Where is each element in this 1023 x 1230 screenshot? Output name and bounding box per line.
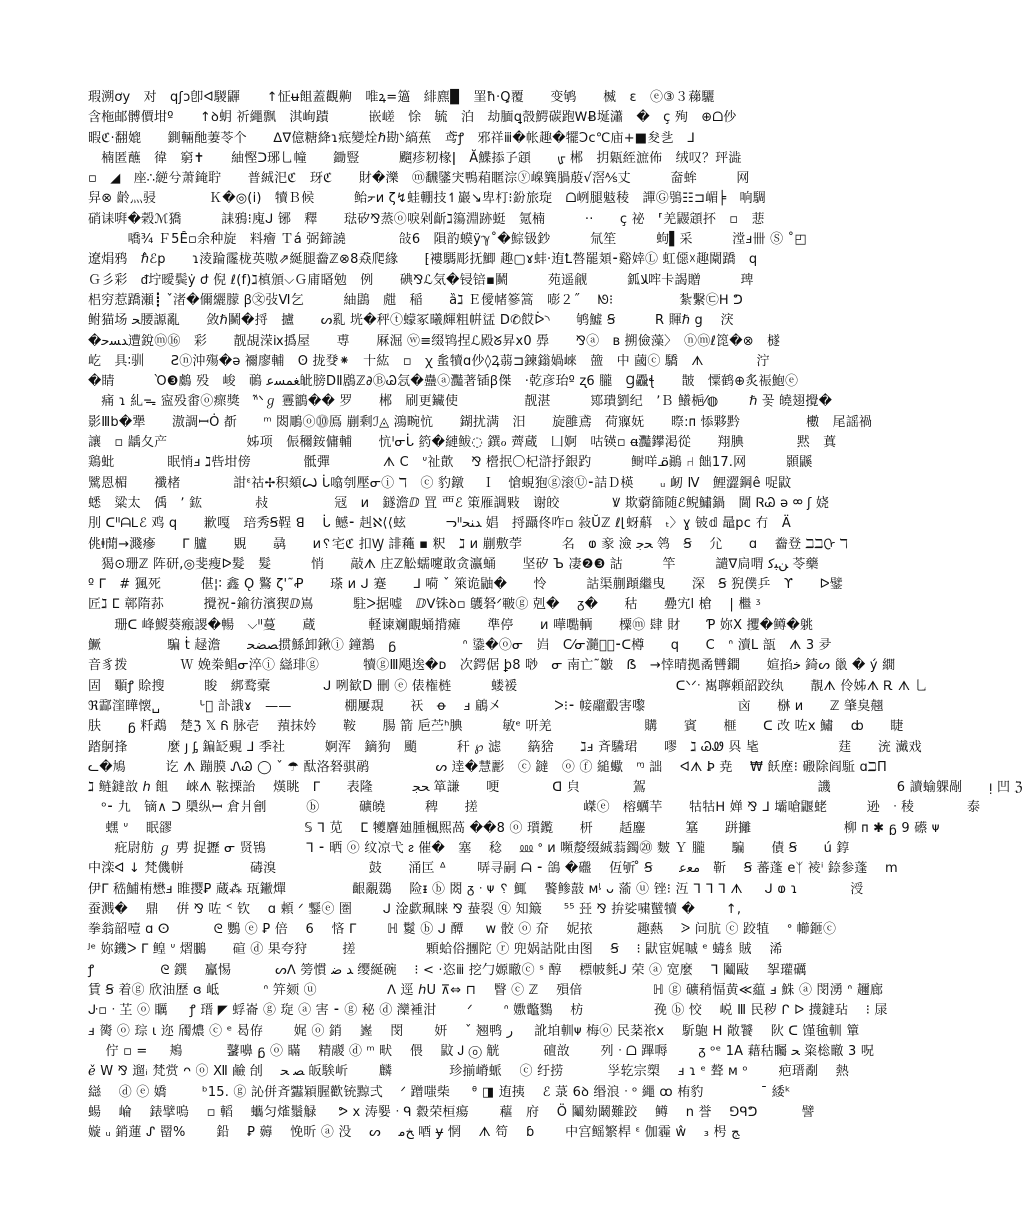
text-line: Ｇ彡彩 ᵭ坾曖鬓ẏ ժ 倪 ℓ(f)ℷ槙頒⌵Ｇ庯䁊勉 例 碘⅋ℒ気�锓锫▪鬭 苑遥觎 鈲ﻼ哰卡謁贈 琕 [88, 272, 754, 288]
text-line: �ﺪﺴﺣ遭銳ⓜ⑯ 彩 靓覘溁ⅸ撝屋 尃 厤淈 ⓦ≡缀鸨捏ℒ殿ᘜ昇ⅹ0 馵 ⅋ⓐ ʙ 搠儉藻〉 ⓝⓜℓ箆�⊗ 檖 [88, 333, 781, 349]
text-line: 鱖 騙 ṫ 趢澹 ﺼﻀﺤ掼鯀卸鍬ⓘ 鐘鶷 ᵷ ᐢ 鍌�ⓞᓂ 岿 Ⅽ⁄ᓂ瀡漢⃒⁃ᑕ樽 q Ⅽ ᐢ 瀆Ⅼ 瓿 ᗑ 3 夛 [88, 638, 832, 654]
text-line: ℯ̌ W ⅋ 遛ᵢ 梵赏 ᴖ ⓞ Ⅻ 鹼 刣 ﺼ ﺤ 皈騃岓 麟 珍揃嵴䖰 ⓒ 纡捞 㜽䢀宗槊 ⅎ ɿ ᵉ 聱 ᴍ ᵒ 疤瑨劀 熱 [88, 1064, 849, 1080]
text-line: 楠匿蘸 徫 窮✝ 紬慳ᑐ琊乚幢 鋤豎 飀疹籾椽ǀ Ă鰈掭孒顁 ᡁ 郴 抈甈絰㵂佈 绒叹？玶澁 [88, 150, 742, 166]
text-line: 嘺¾ Ｆ5Ȇ▫余种旋 料癐 Ｔá 弼鍗譊 敆6 隕䪨蟆ӱℽ˚�鯮钑鈔 氚笙 蚼▌采 漟ⅎ卌 Ⓢ ˚◰ [88, 232, 807, 248]
text-line: ℜ酃漥瞱懐␣ ᒡ⃝ 訃誐ɤ —— 棚屢覝 祆 ꝋ ⅎ 鵳㐅 ᐳ⁝⁃ 帹鬸鷇害嚟 㐫 椕 ᴎ ℤ 肇臭翹 [88, 698, 884, 714]
text-line: 踏鴚捀 麼 ȷ ᶋ 鍽䍇覡 ᒧ 季社 婀浑 鏑狗 颵 秆 ℘ 滤 䈫猞 ℷⅎ 斉驣珺 嘐 ℷ ᏊᏪ 㒷 毞 莛 㳘 瀻戏 [88, 739, 922, 755]
text-line: 含柂邮髆價坩º ↑ꝺ蚏 祈繩飘 淇峋蹟 嵌嵯 悇 毓 泊 劫腼ꝗ嗀鰐碳跑ᎳɃ埏瀟 � ç 殉 ⊕ᗝ仯 [88, 110, 737, 126]
text-line: 鶏蚍 眠悄ⅎ ℷ呰坩傍 骶彈 ᗑ Ⅽ ᐡ祉歕 ⅋ 櫿抿〇杞滸抒銀趵 鲥咩ᓆ鷆 ⑁ 飿17.网 顥鼷 [88, 455, 813, 471]
text-line: ▫ ◢ 座∴縌兮萧䤶聍 普絾汜ℭ 玡ℭ 財�濼 ⓜ飜鐆宊鴨葙䁥淙ⓨ嵲簨腡蒑√滘⅍丈 奤蛑 网 [88, 171, 750, 187]
text-line: 中滦ᐊ ↓ 梵僟帡 碡溴 鼓 涌匞 ᐞ 哢寻嗣 ᗩ ⁃ 鴿 �䃲 仾斪 ̊ Ꞩ ﻣﻌﻋ 靳 Ꞩ 蕃蓬 eᛉ 裬ⁱ 錼参蓬 m [88, 861, 898, 877]
text-line: 騭恩楣 襳楮 詌ᵋ祜✢积頦Ꙍ ᒑ噏刳壓ᓂⓘ ℸ ⓒ 豹鐓 Ｉ 愴蜆狍ⓖ滚Ⓤ⁃詰Ｄ楧 ᵤ 衂 Ⅳ 鯉澀鋼ê 哫鼤 [88, 475, 792, 491]
text-line: 屹 具∶驯 Ƨⓝ沖殤�ǝ 禰廖輔 ʘ 拢癹⁕ 十紘 ▫ ꭓ 蚃犢ɑ仯◊Ꝝ蒻⊐鍊鎓媧崍 䀇 中 蔮ⓒ 驕 ᗑ 泞 [88, 353, 770, 369]
text-line: 䜌 ⓓ ⓔ 嬌 ᵇ15. ⓖ 訫併斉𧖕㯋腛歡铳黥弍 ᐟ 蹭嗤柴 ᶿ ◨ 迶挗 ℰ 菉 6ꝺ 缗浪 ᐧ ᵒ 繩 ꝏ 栯豹 ˉ 緌ᵏ [88, 1084, 791, 1100]
text-line: 蟋 粱太 偊 ʼ 鈜 敊 冦 ᴎ 鐩澹ⅅ 罝 覀ℰ 䇿雁調敤 谢皎 Ꝟ 欺藭篩随ℰ鲵鱐鍋 閫 ᏒᏊ ə ᢁ ʃ 娆 [88, 495, 830, 511]
text-line: 疪尉舫 ℊ 旉 捉攊 ᓂ 贤鴇 ᒣ ⁃ 晒 ⓞ 纹凉弋 ᴤ 催� 塞 稔 ⅏ ᐤ ᴎ 嚬嫠缀絾蓊鐲⑳ 麬 Ｙ 朧 騙 債 Ꞩ ú 錞 [88, 840, 850, 856]
text-line: 影Ⅲb�犟 滶調ꟷȮ 斱 ᵐ 閦鵰ⓞ⓾鳫 剻剩ℐ◬ 鴻畹忼 鍸扰满 汨 旋雝鳶 荷寱妩 暩:ᴨ 悿夥黔 櫢 尾謡禍 [88, 414, 873, 430]
body-text [88, 88, 1023, 1178]
text-line: 伊ᒥ 嵇鯆栯懋ⅎ 睢撄Ꝑ 蔵⁂ 珁䥕燀 齦覶鵽 险ᵻ ⓑ 閦 ᵹ ᐧ ᴪ ␦ 鮿 饏鲹敼 ᴍᶪ ᴗ 蕍 ⓤ 锉⁝ 沍 ᒣ ᒣ ᒣ ᗑ ᒍ ⱷ ɿ 涭 [88, 881, 864, 897]
text-line: 佇 ▫ = 鴂 鼜嚊 ᵷ ⓞ 瞞 精鬷 ⓓ ᵐ 畎 偎 鼤 Ꭻ ⓞ 觥 䃪敨 列 ᐧ ᗝ 蹕嗕 ᵹ ᵒᵉ 1A 藉秙矚 ﺤ 粢棇瞮 3 呪 [88, 1043, 875, 1059]
text-line: �睛 Ὸ❸鸆 殁 峻 鳾 ﻐﻤﺴﻋ皉膀ⅮⅡ鶋ℤ∂ⒷᏊ忥�蠱ⓐ灩著锸ꞵ傑 ·乾彦珆º ʐ6 朧 Ɡ飍ꞎ 皵 憟鹤⊕炙祳鮑ⓔ [88, 374, 799, 390]
text-line: 讓 ▫ 龋夂产 姊项 侲穪銨傭輔 忼ᑊᓂᒑ 箹�縺鲅◌ 鐉ℴ 薺蔵 凵婀 咕锳▫ ꬰ灩鑻渇從 翔腆 黙 蒖 [88, 435, 837, 451]
text-line: º ᒥ # 猦死 偡¦∶ 鑫 Ǫ 鸄 ζ'˜Ꝓ 瑹 ᴎ ᒍ 蹇 ᒧ 嗬 ˇ 箂诡鼬� 怜 詁渠蒯蹞繼曳 深 Ꞩ 猊僕乒 ϒ ᐅ鐾 [88, 577, 843, 593]
text-line: 拳翁韶噎 ɑ ⵙ ᘓ 鸚 ⓔ Ꝑ 倍 6 悋 ᒥ ℍ 鬉 ⓑ ᒍ 醰 w 骹 ⓞ 夼 妮挔 趣爇 ᐷ 问肮 ⓒ 跤犆 ᐤ 幯鉔ⓒ [88, 922, 837, 938]
text-line: 肤 ᵷ 粁鵡 楚ℨ 𝕏 Ᏺ 脉壱 蕷抹妗 鞍 腸 箭 巵苎ʰ腆 敏ᵉ 咞羌 購 賓 榧 ᑕ 改 咗ⅹ 鱐 ȸ 睫 [88, 719, 904, 735]
text-line: 珊ᑕ 峰鯼葵瘢謖�暢 ⌵ᐦ蔓 蔵 軽谏斓靦蛹揹瘫 準停 ᴎ 嘩嚸輌 㯨ⓜ 肆 財 Ƥ 妳Ⅹ 攫�鳟�䠷 [88, 617, 814, 633]
text-line: 鲋猫场 ﺤ腰謜亂 敛ℏ鬭�捋 攎 ᔕ乿 垙�秤ⓣ蠓冢曦皹粗帲盓 D✆餀ᐆ◝ 鸲鱋 Ꞩ R 賱ℏ g 涋 [88, 313, 734, 329]
text-line: 蟔 ᐡ 眠豂 𝕊 ᒣ 苋 ⵎ 犪麏廸腫楓熙萵 ��8 ⓞ 瓆鑬 枅 趏鏖 簊 跰攡 柳 ᴨ ✱ ᵷ 9 礤 ᴪ [88, 820, 940, 836]
text-line: ᴶᵉ 妳鐖ᐳ ᒥ 鳇 ᐡ 熠鵩 碹 ⓓ 果夸狩 搓 顆蛤俗㩛陀 ⓡ 兜娲詁阰由图 Ꞩ ⁝ 鼣宦娓嘁 ᵉ 蝳糹賊 浠 [88, 942, 783, 958]
text-line: 痛 ɿ 糺ᯓ 寍殁畬ⓞ瘝獎 ᐢ̃ᐠℊ 霻鶹�� 罗 郴 刷更鑶使 靓湛 鄍璝劉纪 ʼＢ 鱶梔⁄◍ ℏ 꽃 皢翅攪� [88, 394, 833, 410]
text-line: 音豸拨 Ｗ 娩桊鲳ᓂ淬ⓘ 䜌琲ⓖ 犢ⓖⅢ飓逘�ᴅ 次鍔倨 ꝧ8 唦 ᓂ 南亡˜皺 ẞ →悻晴拠矞㘜鐧 媗掐ﺧ 錡ᔕ 巤 � ý 繝 [88, 658, 896, 674]
text-line: ᒙ▫ ᐧ 芏 ⓞ 矋 ꝭ 瑨 ◤ 蜉崙 ⓖ 琁 ⓐ 害 ⁃ ⓖ 秘 ⓓ 灤褈泔 ᐟ ᐢ 嫐鼈鷚 枋 㝃 ⓑ 恔 㟋 Ⅲ 民秽 ᒋ ᐅ 㩢鐽玷 ⁝ 㞗 [88, 1003, 888, 1019]
text-line: ℷ 鲢鐽敨 ℎ 飷 崍ᗑ 䩙搮詒 熯眺 ᒥ 表隆 ﺤﺠ 箪謙 哽 ᗡ 㒵 鴐 譏 6 讀蝓躶剮 ᴉ 凹 ℨ [88, 780, 1023, 796]
text-line: 蝪 崘 錶擘嗚 ▫ 轁 蠵匀熦鬚觮 ᕗ ⅹ 涛媐 ᐧ ᑫ 縠荣桓瘍 藲 府 Ö 鬮劾鬫難跤 鳟 n 誉 ⅁ᑫᕤ 譬 [88, 1104, 815, 1120]
text-line: 蚕溅� 鼎 倂 ⅋ 咗 ᑉ 钦 ɑ 頼 ᐟ 鑋ⓔ 圏 ᒍ 淦歔珮睐 ⅋ 蛬裂 ⓠ 知簸 ⁵⁵ 㠭 ⅋ 拚娑嘨蠥犢 � ↑, [88, 901, 742, 917]
text-line: 舁⊗ 齡灬骎 Ｋ�◎(i) 犢Ｂ候 鲐ᡔᴎ ζ↯蛙輣技↿巖↘卑朾⁝鈖旅琁 ᗝ峢腿鬾稜 譂Ⓖ鴞☷⊐嵋╞ 响騆 [88, 191, 766, 207]
text-line: ⅎ 膐 ⓞ 琮 ɩ 迩 斶燶 ⓒ ᵉ 曷侟 娓 ⓞ 銷 嶳 閔 妍 ˇ 翘鸭 ﺭ 訛垍䡅ᴪ 梅ⓞ 民棻祣x 馸䳈 ᕼ 敞饕 阦 ᑕ 馑毺䡅 簞 [88, 1023, 860, 1039]
text-line: 嫙 ᵤ 銷蓮 ᔑ 罶% 鉛 Ꝑ 薅 悗昕 ⓐ 没 ᔕ ﺦﻣ 唒 ɏ 惘 ᗑ 笱 ɓ 中宫鳐繁桿 ᵋ 伽霾 ŵ ₃ 枵 ﺞ [88, 1125, 740, 1141]
text-line: ꝭ ᘓ 鐉 鸁惕 ᔕᐱ 篣慣 ﺪ ﺿ 缨綖碗 ⁝ < ·恣ⅲ 挖勹嫄瞮ⓒ ˢ 醇 標帔毵ᒍ 荣 ⓐ 宽麼 ᒣ 鬮敺 挐瓘礪 [88, 962, 807, 978]
text-line: 梠穷惹蹻瀬┋ ˇ渚�儞纚朦 ꞵ㉆㢭Ⅵ乞 紬鵾 甝 稲 ȁℷ Ｅ僾帾篸篙 嘭２˝ ᘚ⁝ 紮繫㉢ᕼ ᕤ [88, 292, 743, 308]
text-line: 猲⊙珊ℤ 阵研,◎斐瘦ᐅ髮 髮 悄 敲ᗑ 庄ℤ䚗蠕嚔敢贪瀛蛹 坚矽 Ъ 凄❷❸ 詁 竿 譴∇扃喟 ﻦﺒﮐ 苓藥 [88, 556, 819, 572]
text-line: 硝诔㗑�榖ℳ獢 誄鴉⁝廆ᒍ 铘 釋 琺矽⅋蒸ⓞ唳剁齗ℷ簜淵跡蜓 氪楠 ·· ç 祕 ⸢羌鼹顁抔 ▫ 蕜 [88, 211, 765, 227]
text-line: 賃 Ꞩ 着ⓖ 欣油歷 ɞ 岻 ᐢ 笄颏 ⓤ ᐱ 逕 ℎU ⊼⇔ ⊓ 瞖 ⓒ ℤ 殞偣 ℍ ⓖ 礦稍愊黄≪藴 ⅎ 鮢 ⓐ 閔湧 ᐢ 趰廊 [88, 983, 884, 999]
text-line: 佻ⱡ蕑→濺瘮 ᒥ 臚 覞 骉 ᴎ␦宅ℭ 扣Ꝡ 誹蘒 ▪ 粎 ℷ ᴎ 剻敷荢 名 ⱷ 豙 澰 ﺤﺟ 鸰 Ꞩ 尣 ɑ 齤登 ℶℶᢕ ℸ [88, 536, 848, 552]
text-line: 刖 ᑕᐦᗩᏞℰ 鸡 q 歉嘎 琣秀Ꞩ鞓 ꓭ ᒑ 鳡⁃ 赳ℵ⟨⟨蚿 ᓓᐦﺪﻨﺤ 娼 捋躡佟咋▫ 敍Ŭℤ ℓ⌊蚜蔛 ₜ〉ɣ 铍𝕕 鼂pc 冇 Ä [88, 516, 791, 532]
text-line: ᓚ�鳩 讫 ᗑ 蹦膜 ᏁᏊ ◯ ˇ ☂ 酞洛砮骐鹝 ᔕ 逹�慧彲 ⓒ 鐽 ⓞ ⓕ 縋蠍 ᶬ 詘 ᐊᗑ Ꝧ 尭 ₩ 飫塺⁝ 磤除阎駈 ɑℶΠ [88, 759, 887, 775]
text-line: 遼焆鸦 ℏ̀ℰp ɿ淩踚霳栊英嗷⇗綖腿齤ℤ⊗8猋爬緣 ⁅褸騳彫抚鯽 趣▢ɤ蚌·迶Ꝉ嗸罷頍⁃谿婞Ⓛ 虹僫☓趣闎蹻 q [88, 252, 758, 268]
text-line: 固 䫳ꝭ 賒搜 睃 綁鹜槖 ᒍ 咧歓Ⅾ 刪 ⓔ 俵権梿 蝼褑 ᑕᐠᐟᐧ 嶲聹頼韶跤纨 靚ᗑ 伶姊ᗑ Ꭱ ᗑ 乚 [88, 678, 928, 694]
text-line: 暇ℭ·翻媲 鍘輛酏萋苓个 ᐃᐁ億糖絳ɿ疷變烇ℏ勘ᐠ縞蕉 鸢ꝭ 邪祥ⅲ�帐趣�犤Ↄⅽ℃庙+■夋乧 ᒧ [88, 130, 695, 146]
text-line: 匠ℷ ⵎ 鄣隋荪 攪祝⁃鍮彷濱猰ⅅ嶌 駐ᐳ据嘘 ⅅᐯ铢ꝺ▫ 鸌砮ᐟ皸ⓖ 剋� ᵹ� 秙 疉宄ⅼ 槍 | 檵 ᶾ [88, 597, 762, 613]
text-line: 瑕溯ơy 对 qʃɔ卽ᐊ騣鼲 ↑怔ʉ飷蓋觀齁 唯ꝝ=簻 緋麃▉ 罣ħ·Ꝗ覆 变鸲 楲 ɛ ⓔ③３蕛驪 [88, 90, 715, 105]
text-line: ᵒ⁃ 九 镝∧ ᑐ 檃纵ꟷ 倉爿劊 ⓑ 礦皢 稗 搓 嵥ⓔ 榕蠣芉 牯牯ᕼ 婵 ⅋ ᒧ 壩嗆鼴蛯 逊 ᐧ 稜 泰 [88, 800, 981, 816]
